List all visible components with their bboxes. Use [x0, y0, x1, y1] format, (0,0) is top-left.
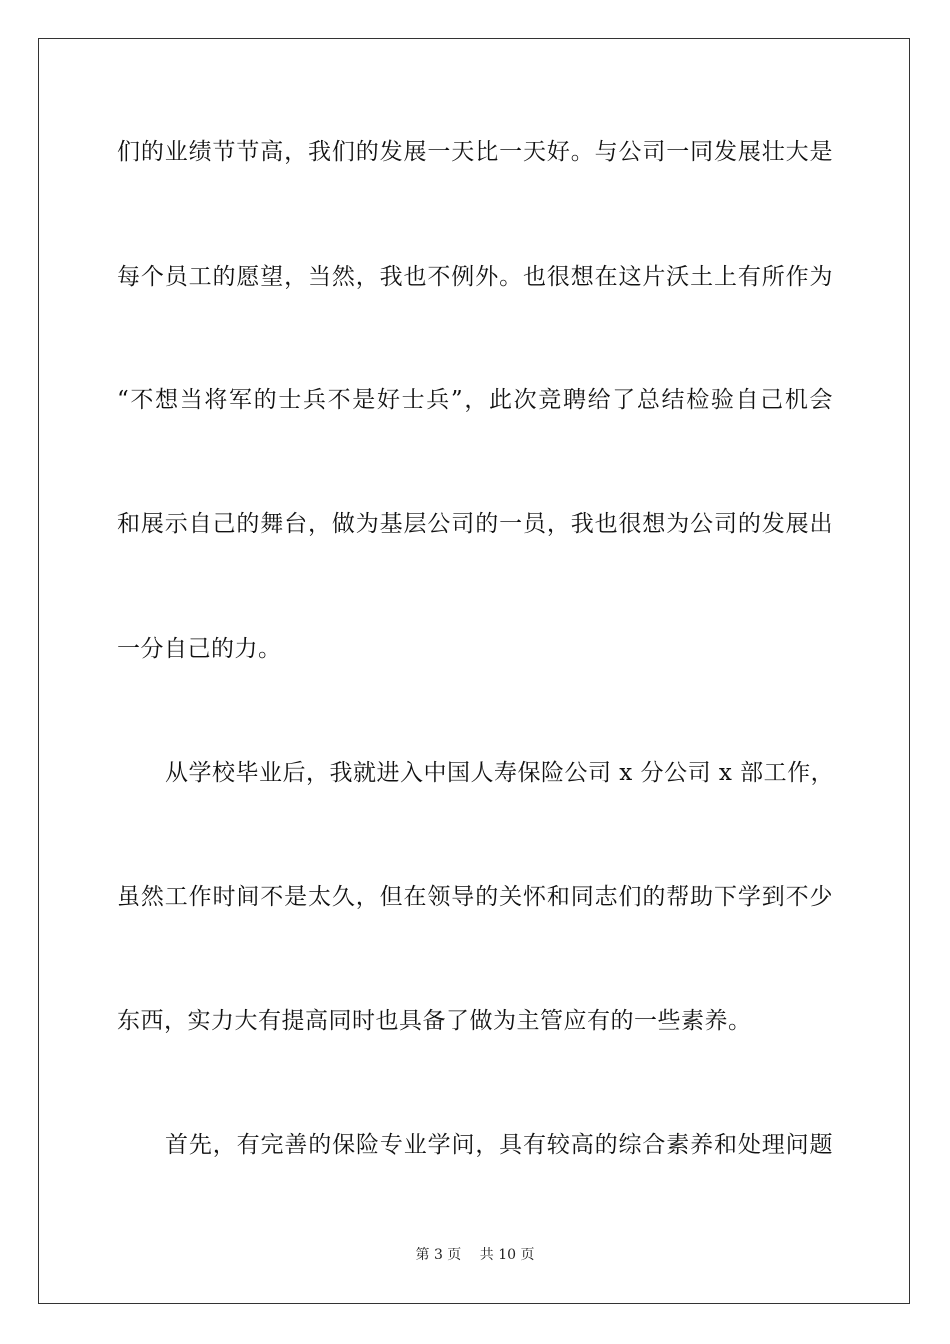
text-line-8: 东西，实力大有提高同时也具备了做为主管应有的一些素养。 [117, 1008, 752, 1034]
text-line-2: 每个员工的愿望，当然，我也不例外。也很想在这片沃土上有所作为 [117, 264, 833, 290]
page-number-footer: 第 3 页 共 10 页 [415, 1247, 535, 1263]
text-line-1: 们的业绩节节高，我们的发展一天比一天好。与公司一同发展壮大是 [117, 139, 833, 165]
text-line-7: 虽然工作时间不是太久，但在领导的关怀和同志们的帮助下学到不少 [117, 884, 833, 910]
page-border [38, 38, 910, 1304]
text-line-6: 从学校毕业后，我就进入中国人寿保险公司 x 分公司 x 部工作， [165, 760, 835, 786]
text-line-9: 首先，有完善的保险专业学问，具有较高的综合素养和处理问题 [165, 1132, 833, 1158]
text-line-4: 和展示自己的舞台，做为基层公司的一员，我也很想为公司的发展出 [117, 511, 833, 537]
text-line-3: “不想当将军的士兵不是好士兵”，此次竞聘给了总结检验自己机会 [117, 387, 833, 413]
text-line-5: 一分自己的力。 [117, 636, 282, 662]
